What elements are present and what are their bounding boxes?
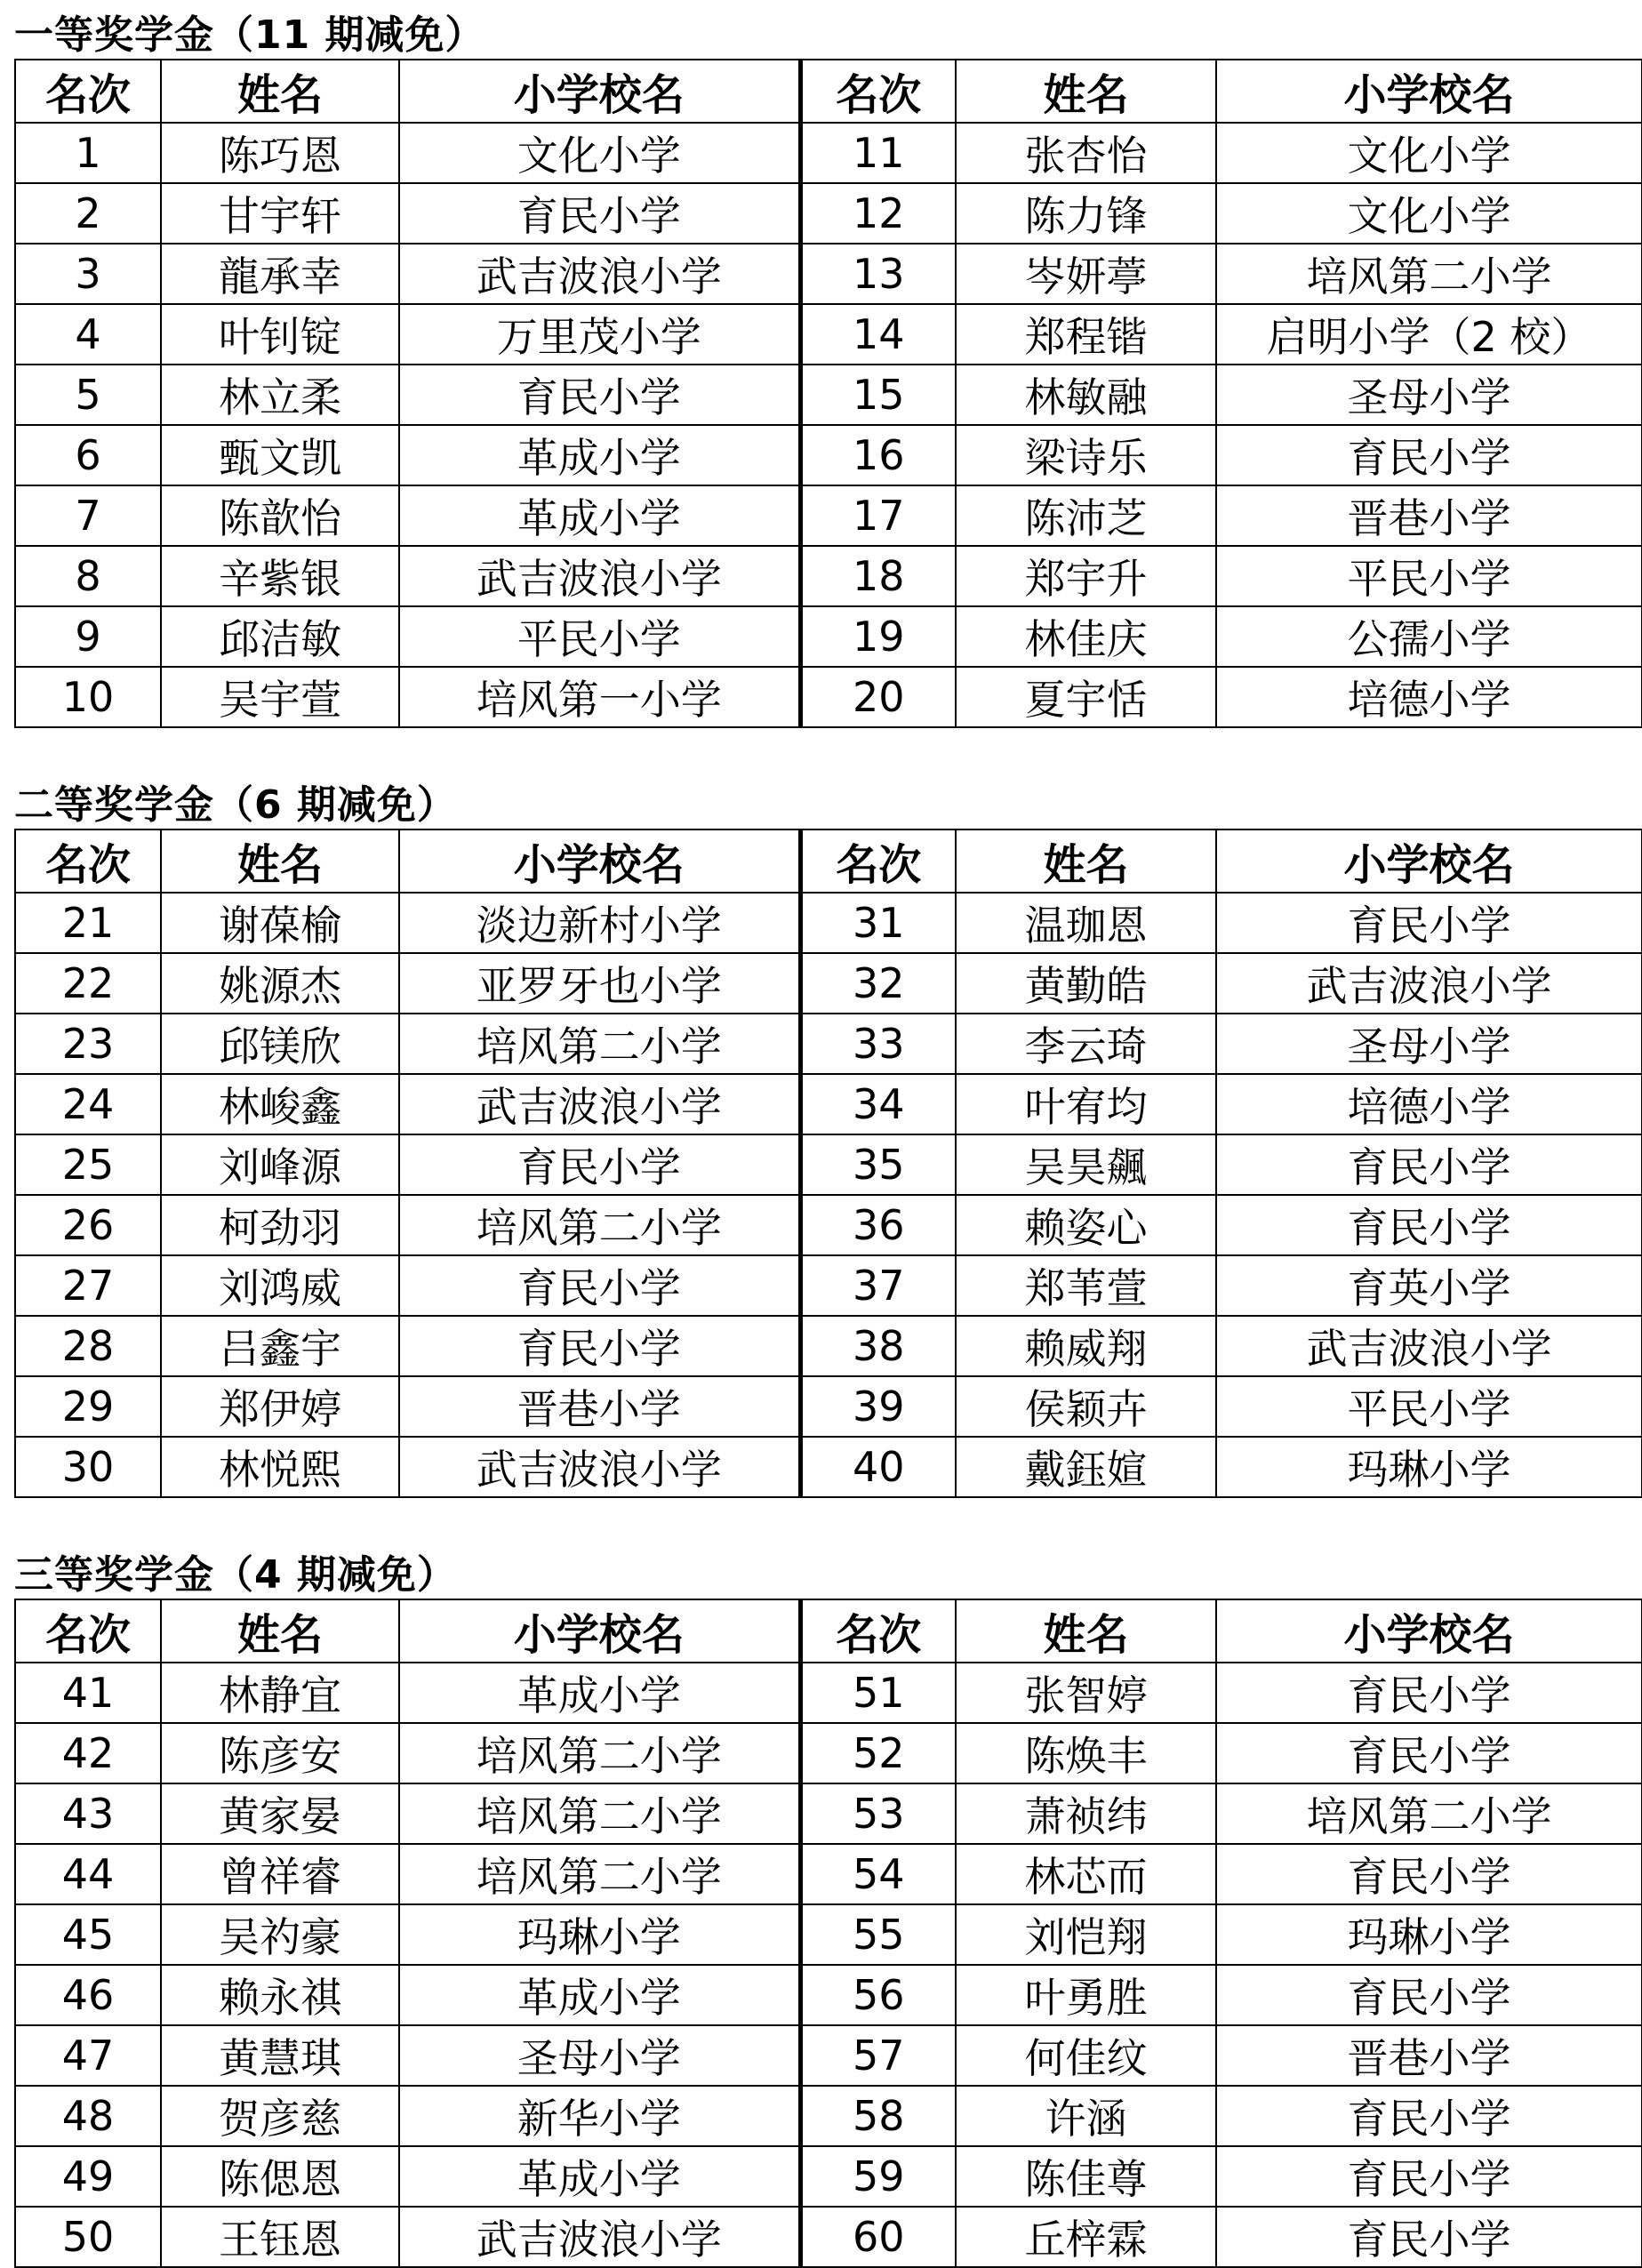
third-prize-section [14, 1552, 1641, 2268]
table-row [15, 893, 1642, 953]
name-cell: 赖威翔 [956, 1316, 1216, 1376]
name-cell: 王钰恩 [161, 2207, 399, 2267]
rank-cell: 31 [800, 893, 956, 953]
school-header: 小学校名 [1216, 1599, 1642, 1663]
table-row [15, 485, 1642, 546]
table-header-row [15, 1599, 1642, 1663]
name-cell: 夏宇恬 [956, 667, 1216, 727]
rank-cell: 48 [15, 2086, 161, 2146]
table-row [15, 1844, 1642, 1904]
school-cell: 玛琳小学 [399, 1904, 800, 1965]
table-row [15, 1663, 1642, 1723]
table-row [15, 244, 1642, 304]
name-cell: 陈沛芝 [956, 485, 1216, 546]
school-cell: 育民小学 [399, 365, 800, 425]
school-cell: 武吉波浪小学 [399, 546, 800, 606]
school-cell: 玛琳小学 [1216, 1904, 1642, 1965]
table-row [15, 425, 1642, 485]
rank-cell: 22 [15, 953, 161, 1014]
section-title: 三等奖学金（4 期减免） [14, 1552, 457, 1598]
rank-cell: 3 [15, 244, 161, 304]
rank-cell: 11 [800, 123, 956, 183]
school-cell: 革成小学 [399, 1965, 800, 2025]
school-cell: 育民小学 [1216, 893, 1642, 953]
name-cell: 贺彦慈 [161, 2086, 399, 2146]
school-cell: 武吉波浪小学 [399, 2207, 800, 2267]
name-header: 姓名 [161, 60, 399, 123]
school-cell: 培风第二小学 [399, 1195, 800, 1255]
rank-cell: 58 [800, 2086, 956, 2146]
name-cell: 林悦熙 [161, 1437, 399, 1497]
rank-cell: 18 [800, 546, 956, 606]
table-header-row [15, 60, 1642, 123]
rank-cell: 59 [800, 2146, 956, 2207]
rank-cell: 28 [15, 1316, 161, 1376]
table-row [15, 1965, 1642, 2025]
school-cell: 育民小学 [399, 183, 800, 244]
table-row [15, 1376, 1642, 1437]
rank-cell: 7 [15, 485, 161, 546]
school-header: 小学校名 [399, 829, 800, 893]
school-cell: 武吉波浪小学 [399, 1437, 800, 1497]
school-cell: 革成小学 [399, 1663, 800, 1723]
school-cell: 育民小学 [399, 1255, 800, 1316]
school-cell: 平民小学 [399, 606, 800, 667]
scholarship-table [14, 59, 1642, 728]
rank-cell: 16 [800, 425, 956, 485]
name-header: 姓名 [956, 829, 1216, 893]
school-cell: 培风第二小学 [399, 1723, 800, 1783]
name-cell: 叶钊锭 [161, 304, 399, 365]
school-cell: 晋巷小学 [1216, 485, 1642, 546]
name-cell: 郑苇萱 [956, 1255, 1216, 1316]
table-row [15, 1014, 1642, 1074]
name-cell: 邱洁敏 [161, 606, 399, 667]
rank-cell: 10 [15, 667, 161, 727]
name-cell: 林佳庆 [956, 606, 1216, 667]
school-cell: 育民小学 [1216, 1723, 1642, 1783]
rank-cell: 54 [800, 1844, 956, 1904]
rank-cell: 19 [800, 606, 956, 667]
name-cell: 甄文凯 [161, 425, 399, 485]
rank-cell: 43 [15, 1783, 161, 1844]
name-cell: 吴昊飆 [956, 1134, 1216, 1195]
rank-cell: 55 [800, 1904, 956, 1965]
rank-cell: 38 [800, 1316, 956, 1376]
name-cell: 赖姿心 [956, 1195, 1216, 1255]
table-row [15, 1255, 1642, 1316]
school-cell: 育民小学 [1216, 1844, 1642, 1904]
rank-cell: 1 [15, 123, 161, 183]
rank-header: 名次 [800, 60, 956, 123]
rank-header: 名次 [800, 1599, 956, 1663]
rank-cell: 56 [800, 1965, 956, 2025]
rank-header: 名次 [15, 1599, 161, 1663]
rank-cell: 21 [15, 893, 161, 953]
name-cell: 林峻鑫 [161, 1074, 399, 1134]
name-cell: 梁诗乐 [956, 425, 1216, 485]
school-cell: 育民小学 [399, 1134, 800, 1195]
rank-cell: 2 [15, 183, 161, 244]
table-row [15, 1437, 1642, 1497]
rank-cell: 52 [800, 1723, 956, 1783]
table-row [15, 1723, 1642, 1783]
section-title: 二等奖学金（6 期减免） [14, 782, 457, 828]
name-cell: 刘恺翔 [956, 1904, 1216, 1965]
school-cell: 育民小学 [1216, 1195, 1642, 1255]
name-cell: 林立柔 [161, 365, 399, 425]
table-row [15, 304, 1642, 365]
name-cell: 戴鈺媗 [956, 1437, 1216, 1497]
rank-cell: 27 [15, 1255, 161, 1316]
school-cell: 玛琳小学 [1216, 1437, 1642, 1497]
name-cell: 陈巧恩 [161, 123, 399, 183]
name-cell: 柯劲羽 [161, 1195, 399, 1255]
school-cell: 新华小学 [399, 2086, 800, 2146]
rank-cell: 20 [800, 667, 956, 727]
rank-cell: 13 [800, 244, 956, 304]
table-row [15, 606, 1642, 667]
name-cell: 林敏融 [956, 365, 1216, 425]
rank-cell: 23 [15, 1014, 161, 1074]
school-cell: 圣母小学 [1216, 1014, 1642, 1074]
table-row [15, 1783, 1642, 1844]
name-cell: 许涵 [956, 2086, 1216, 2146]
school-cell: 武吉波浪小学 [399, 244, 800, 304]
name-cell: 吴礿豪 [161, 1904, 399, 1965]
name-cell: 刘峰源 [161, 1134, 399, 1195]
school-cell: 武吉波浪小学 [1216, 1316, 1642, 1376]
table-header-row [15, 829, 1642, 893]
name-cell: 吕鑫宇 [161, 1316, 399, 1376]
school-cell: 育民小学 [1216, 2086, 1642, 2146]
school-cell: 培风第二小学 [399, 1844, 800, 1904]
rank-cell: 39 [800, 1376, 956, 1437]
school-cell: 圣母小学 [399, 2025, 800, 2086]
rank-cell: 26 [15, 1195, 161, 1255]
name-cell: 陈佳尊 [956, 2146, 1216, 2207]
name-cell: 赖永祺 [161, 1965, 399, 2025]
rank-cell: 33 [800, 1014, 956, 1074]
school-cell: 武吉波浪小学 [399, 1074, 800, 1134]
name-cell: 叶勇胜 [956, 1965, 1216, 2025]
rank-cell: 24 [15, 1074, 161, 1134]
school-cell: 革成小学 [399, 425, 800, 485]
name-cell: 姚源杰 [161, 953, 399, 1014]
name-cell: 陈彦安 [161, 1723, 399, 1783]
school-cell: 育民小学 [1216, 1663, 1642, 1723]
name-header: 姓名 [161, 1599, 399, 1663]
rank-cell: 30 [15, 1437, 161, 1497]
rank-cell: 9 [15, 606, 161, 667]
second-prize-section [14, 782, 1641, 1498]
name-header: 姓名 [956, 1599, 1216, 1663]
name-cell: 曾祥睿 [161, 1844, 399, 1904]
school-cell: 育民小学 [399, 1316, 800, 1376]
table-row [15, 2025, 1642, 2086]
school-cell: 平民小学 [1216, 546, 1642, 606]
rank-header: 名次 [15, 829, 161, 893]
rank-cell: 46 [15, 1965, 161, 2025]
school-cell: 培风第二小学 [1216, 1783, 1642, 1844]
school-cell: 培风第二小学 [1216, 244, 1642, 304]
rank-cell: 36 [800, 1195, 956, 1255]
name-cell: 温珈恩 [956, 893, 1216, 953]
school-cell: 文化小学 [399, 123, 800, 183]
school-cell: 文化小学 [1216, 183, 1642, 244]
name-cell: 郑程锴 [956, 304, 1216, 365]
rank-cell: 29 [15, 1376, 161, 1437]
name-cell: 陈偲恩 [161, 2146, 399, 2207]
rank-cell: 51 [800, 1663, 956, 1723]
table-row [15, 1904, 1642, 1965]
school-cell: 培德小学 [1216, 1074, 1642, 1134]
table-row [15, 667, 1642, 727]
name-cell: 谢葆榆 [161, 893, 399, 953]
school-cell: 晋巷小学 [399, 1376, 800, 1437]
school-cell: 平民小学 [1216, 1376, 1642, 1437]
rank-cell: 6 [15, 425, 161, 485]
rank-cell: 34 [800, 1074, 956, 1134]
rank-cell: 14 [800, 304, 956, 365]
rank-cell: 12 [800, 183, 956, 244]
name-cell: 张杏怡 [956, 123, 1216, 183]
rank-cell: 57 [800, 2025, 956, 2086]
name-cell: 辛紫银 [161, 546, 399, 606]
school-cell: 万里茂小学 [399, 304, 800, 365]
name-header: 姓名 [161, 829, 399, 893]
rank-cell: 47 [15, 2025, 161, 2086]
name-cell: 丘梓霖 [956, 2207, 1216, 2267]
school-cell: 育英小学 [1216, 1255, 1642, 1316]
school-cell: 文化小学 [1216, 123, 1642, 183]
section-title: 一等奖学金（11 期减免） [14, 12, 485, 58]
rank-cell: 15 [800, 365, 956, 425]
table-row [15, 1074, 1642, 1134]
school-cell: 亚罗牙也小学 [399, 953, 800, 1014]
school-cell: 育民小学 [1216, 1965, 1642, 2025]
name-cell: 何佳纹 [956, 2025, 1216, 2086]
table-row [15, 1134, 1642, 1195]
rank-cell: 25 [15, 1134, 161, 1195]
name-cell: 黄勤皓 [956, 953, 1216, 1014]
name-cell: 刘鸿威 [161, 1255, 399, 1316]
school-header: 小学校名 [1216, 60, 1642, 123]
table-row [15, 1195, 1642, 1255]
name-cell: 黄家晏 [161, 1783, 399, 1844]
school-cell: 培风第一小学 [399, 667, 800, 727]
name-cell: 陈歆怡 [161, 485, 399, 546]
school-cell: 革成小学 [399, 2146, 800, 2207]
name-cell: 吴宇萱 [161, 667, 399, 727]
scholarship-table [14, 1599, 1642, 2268]
school-cell: 育民小学 [1216, 2207, 1642, 2267]
name-cell: 甘宇轩 [161, 183, 399, 244]
table-row [15, 2207, 1642, 2267]
table-row [15, 365, 1642, 425]
rank-cell: 17 [800, 485, 956, 546]
school-cell: 圣母小学 [1216, 365, 1642, 425]
table-row [15, 2086, 1642, 2146]
name-cell: 陈力锋 [956, 183, 1216, 244]
rank-cell: 49 [15, 2146, 161, 2207]
rank-cell: 50 [15, 2207, 161, 2267]
table-row [15, 1316, 1642, 1376]
rank-header: 名次 [15, 60, 161, 123]
rank-cell: 45 [15, 1904, 161, 1965]
rank-cell: 37 [800, 1255, 956, 1316]
name-cell: 侯颖卉 [956, 1376, 1216, 1437]
rank-cell: 60 [800, 2207, 956, 2267]
name-cell: 郑伊婷 [161, 1376, 399, 1437]
name-cell: 岑妍葶 [956, 244, 1216, 304]
rank-cell: 44 [15, 1844, 161, 1904]
name-cell: 叶宥均 [956, 1074, 1216, 1134]
name-cell: 邱镁欣 [161, 1014, 399, 1074]
name-cell: 林芯而 [956, 1844, 1216, 1904]
table-row [15, 183, 1642, 244]
rank-cell: 32 [800, 953, 956, 1014]
name-cell: 萧祯纬 [956, 1783, 1216, 1844]
school-header: 小学校名 [1216, 829, 1642, 893]
school-cell: 武吉波浪小学 [1216, 953, 1642, 1014]
school-cell: 培德小学 [1216, 667, 1642, 727]
school-cell: 淡边新村小学 [399, 893, 800, 953]
school-header: 小学校名 [399, 60, 800, 123]
rank-cell: 53 [800, 1783, 956, 1844]
school-cell: 革成小学 [399, 485, 800, 546]
name-cell: 张智婷 [956, 1663, 1216, 1723]
scholarship-table [14, 829, 1642, 1498]
table-row [15, 2146, 1642, 2207]
school-cell: 培风第二小学 [399, 1014, 800, 1074]
rank-cell: 5 [15, 365, 161, 425]
school-header: 小学校名 [399, 1599, 800, 1663]
school-cell: 启明小学（2 校） [1216, 304, 1642, 365]
table-row [15, 546, 1642, 606]
school-cell: 公孺小学 [1216, 606, 1642, 667]
rank-cell: 40 [800, 1437, 956, 1497]
rank-header: 名次 [800, 829, 956, 893]
table-row [15, 123, 1642, 183]
school-cell: 晋巷小学 [1216, 2025, 1642, 2086]
rank-cell: 4 [15, 304, 161, 365]
school-cell: 育民小学 [1216, 2146, 1642, 2207]
name-cell: 龍承幸 [161, 244, 399, 304]
name-cell: 林静宜 [161, 1663, 399, 1723]
rank-cell: 41 [15, 1663, 161, 1723]
rank-cell: 35 [800, 1134, 956, 1195]
name-header: 姓名 [956, 60, 1216, 123]
rank-cell: 8 [15, 546, 161, 606]
name-cell: 李云琦 [956, 1014, 1216, 1074]
name-cell: 黄慧琪 [161, 2025, 399, 2086]
school-cell: 育民小学 [1216, 425, 1642, 485]
school-cell: 培风第二小学 [399, 1783, 800, 1844]
school-cell: 育民小学 [1216, 1134, 1642, 1195]
table-row [15, 953, 1642, 1014]
rank-cell: 42 [15, 1723, 161, 1783]
name-cell: 郑宇升 [956, 546, 1216, 606]
name-cell: 陈焕丰 [956, 1723, 1216, 1783]
first-prize-section [14, 12, 1641, 728]
